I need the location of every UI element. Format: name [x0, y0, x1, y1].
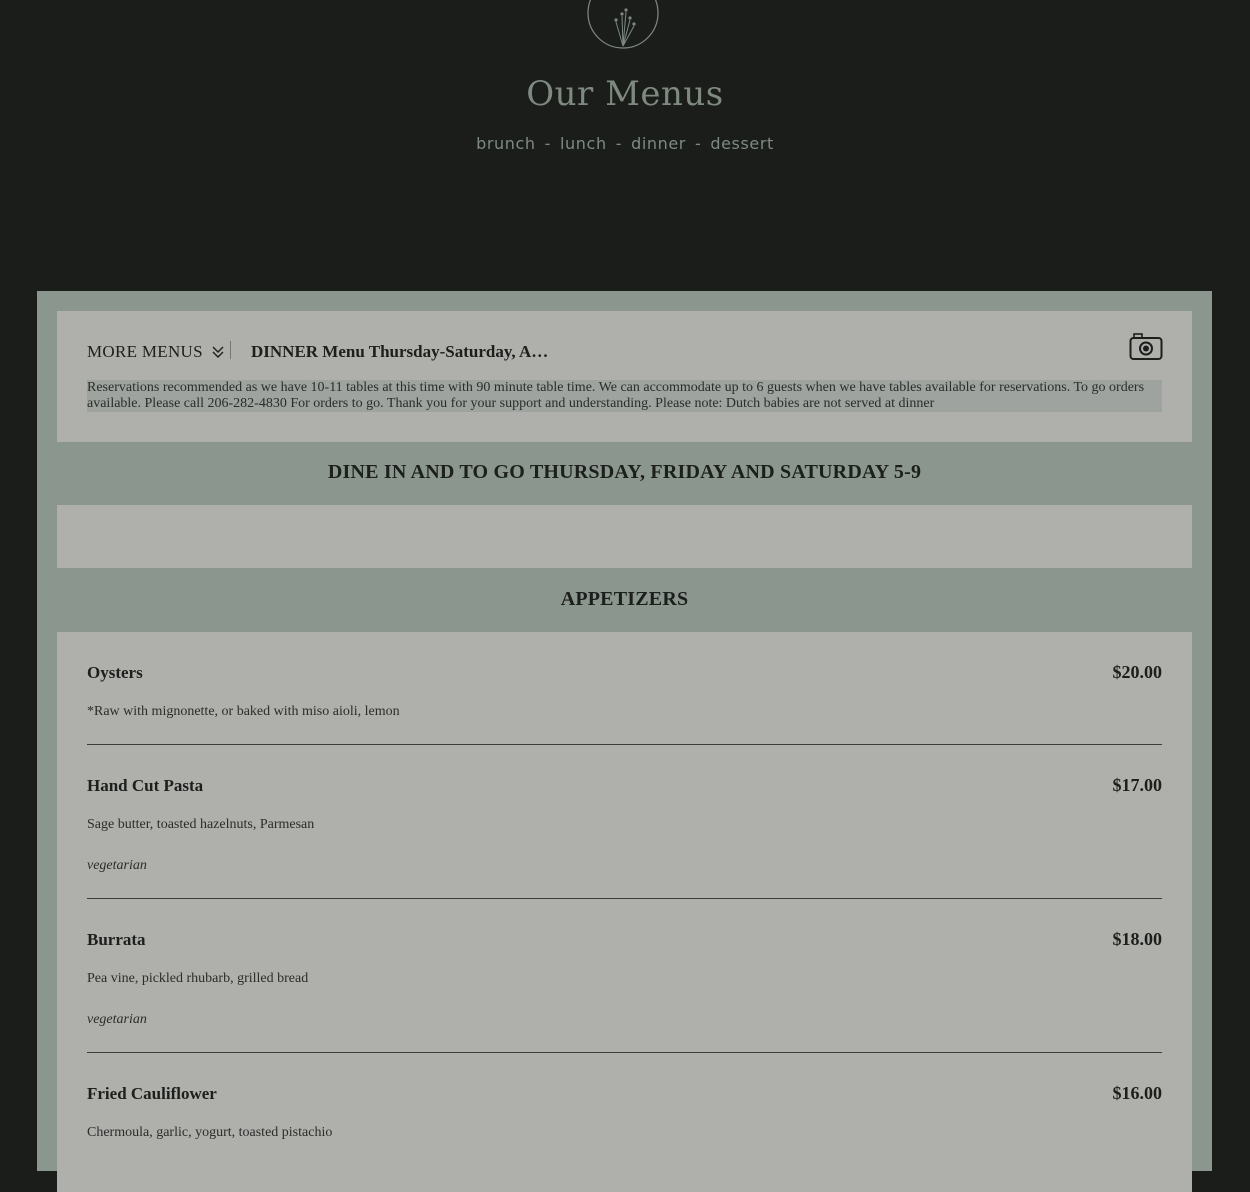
nav-link-dessert[interactable]: dessert — [710, 134, 774, 153]
page-title: Our Menus — [526, 74, 724, 114]
reservation-notice: Reservations recommended as we have 10-11 tables at this time with 90 minute table time. We can accommodate up to 6 guests when we have tables available for reservations. To go orders available. Please call 206-282-4830 For orders to go. Thank you for your support and understanding. Please note: Dutch babies are not served at dinner — [87, 380, 1162, 412]
item-description: Chermoula, garlic, yogurt, toasted pistachio — [87, 1125, 333, 1140]
nav-separator: - — [615, 134, 623, 153]
hero-header — [0, 0, 1250, 291]
nav-link-dinner[interactable]: dinner — [631, 134, 686, 153]
current-menu-title[interactable]: DINNER Menu Thursday-Saturday, A… — [251, 342, 549, 361]
camera-icon[interactable] — [1129, 332, 1163, 362]
menu-type-nav — [0, 134, 1250, 153]
nav-link-lunch[interactable]: lunch — [560, 134, 607, 153]
wildflower-logo-icon — [586, 0, 660, 50]
section-title-dine-in: DINE IN AND TO GO THURSDAY, FRIDAY AND SATURDAY 5-9 — [327, 461, 922, 483]
item-name: Fried Cauliflower — [87, 1084, 217, 1103]
empty-section-panel — [57, 505, 1192, 568]
item-price: $17.00 — [1112, 775, 1162, 795]
item-name: Oysters — [87, 663, 143, 682]
nav-separator: - — [694, 134, 702, 153]
nav-separator: - — [544, 134, 552, 153]
item-price: $16.00 — [1112, 1083, 1162, 1103]
more-menus-label: MORE MENUS — [87, 342, 203, 361]
item-price: $20.00 — [1112, 662, 1162, 682]
item-diet-tag: vegetarian — [87, 1012, 147, 1027]
menu-header-panel — [57, 311, 1192, 442]
menu-frame — [37, 291, 1212, 1171]
section-title-appetizers: APPETIZERS — [560, 588, 689, 610]
item-divider — [87, 744, 1162, 745]
item-divider — [87, 898, 1162, 899]
item-diet-tag: vegetarian — [87, 858, 147, 873]
item-name: Burrata — [87, 930, 146, 949]
item-name: Hand Cut Pasta — [87, 776, 204, 795]
item-description: Pea vine, pickled rhubarb, grilled bread — [87, 971, 309, 986]
item-description: Sage butter, toasted hazelnuts, Parmesan — [87, 817, 315, 832]
item-description: *Raw with mignonette, or baked with miso aioli, lemon — [87, 704, 400, 719]
nav-link-brunch[interactable]: brunch — [476, 134, 536, 153]
appetizers-panel — [57, 632, 1192, 1192]
more-menus-button[interactable] — [87, 342, 225, 362]
item-divider — [87, 1052, 1162, 1053]
divider — [230, 341, 231, 359]
double-chevron-down-icon — [211, 344, 225, 360]
item-price: $18.00 — [1112, 929, 1162, 949]
